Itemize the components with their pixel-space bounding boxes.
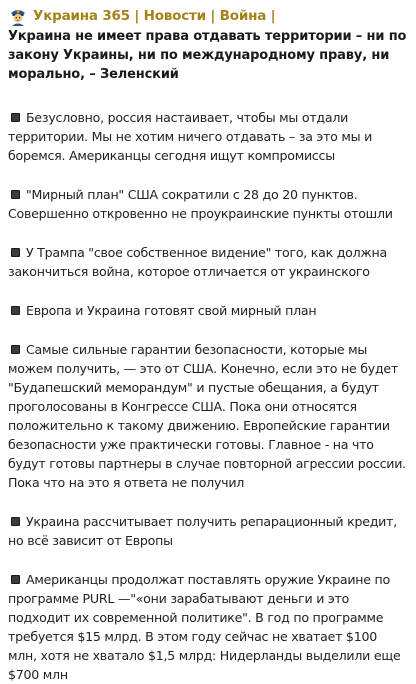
police-officer-emoji-icon xyxy=(8,6,28,26)
list-item xyxy=(8,243,408,281)
black-square-button-icon xyxy=(11,345,20,354)
black-square-button-icon xyxy=(11,113,20,122)
black-square-button-icon xyxy=(11,306,20,315)
list-item xyxy=(8,512,408,550)
list-item-text: Европа и Украина готовят свой мирный план xyxy=(26,303,317,318)
list-item-text: Безусловно, россия настаивает, чтобы мы отдали территории. Мы не хотим ничего отдавать – за это мы и боремся. Американцы сегодня ищут компромиссы xyxy=(8,110,373,163)
list-item-text: "Мирный план" США сократили с 28 до 20 пунктов. Совершенно откровенно не проукраинские пункты отошли xyxy=(8,187,393,221)
list-item xyxy=(8,570,408,684)
list-item-text: У Трампа "свое собственное видение" того, как должна закончиться война, которое отличается от украинского xyxy=(8,245,387,279)
black-square-button-icon xyxy=(11,517,20,526)
post-headline: Украина не имеет права отдавать территории – ни по закону Украины, ни по международному праву, ни морально, – Зеленский xyxy=(8,29,407,82)
black-square-button-icon xyxy=(11,190,20,199)
list-item xyxy=(8,301,408,320)
list-item xyxy=(8,108,408,165)
channel-title[interactable]: Украина 365 | Новости | Война | xyxy=(33,8,276,24)
list-item-text: Украина рассчитывает получить репарационный кредит, но всё зависит от Европы xyxy=(8,514,397,548)
list-item-text: Самые сильные гарантии безопасности, которые мы можем получить, — это от США. Конечно, если это не будет "Будапешский меморандум" и пустые обещания, а будут проголосованы в Конгрессе США. Пока они относятся положительно к такому движению. Европейские гарантии безопасности уже практически готовы. Главное - на что будут готовы партнеры в случае повторной агрессии россии. Пока что на это я ответа не получил xyxy=(8,342,406,490)
channel-header[interactable] xyxy=(8,5,408,27)
list-item xyxy=(8,340,408,492)
black-square-button-icon xyxy=(11,575,20,584)
list-item-text: Американцы продолжат поставлять оружие Украине по программе PURL —"«они зарабатывают деньги и это подходит их современной политике". В год по программе требуется $15 млрд. В этом году сейчас не хватает $100 млн, хотя не хватало $1,5 млрд: Нидерланды выделили еще $700 млн xyxy=(8,572,401,682)
black-square-button-icon xyxy=(11,248,20,257)
list-item xyxy=(8,185,408,223)
